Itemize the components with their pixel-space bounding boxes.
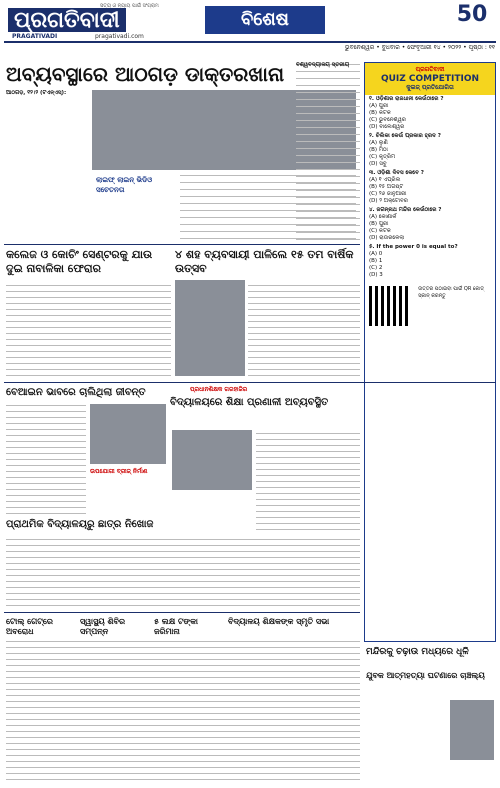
second-left-body (6, 280, 171, 376)
quiz-option: (D) ୨ ଅକ୍ଟୋବର (369, 198, 408, 204)
quiz-option: (C) କଟକ (369, 228, 391, 234)
bottom-headline-3: ୫ ଲକ୍ଷ ଟଙ୍କା ଜରିମାନା (154, 616, 198, 636)
lead-inset: ଲାଇଫ୍ ଲାଇନ୍ ଭିଡିଓ ସଚେତନତା (96, 175, 153, 194)
quiz-option: (B) କଟକ (369, 110, 391, 116)
side-column (296, 62, 360, 240)
quiz-question (365, 95, 495, 132)
bottom-body (6, 640, 360, 780)
quiz-option: (B) ମିଠା (369, 147, 388, 153)
quiz-option: (A) ଲୁଣି (369, 140, 388, 146)
quiz-title (365, 63, 495, 95)
quiz-option: (B) ପୁରୀ (369, 221, 389, 227)
section-title: ବିଶେଷ (205, 6, 325, 34)
third-left-body (6, 404, 86, 514)
quiz-option: (D) ରାଉରକେଲା (369, 235, 405, 241)
fourth-body (6, 536, 360, 606)
lead-column-1 (6, 90, 86, 240)
lead-byline: ଆଠଗଡ଼, ୧୨।୨ (ଟିଏନ୍ଏସ୍): (6, 90, 67, 96)
bottom-right-photo (450, 700, 494, 760)
quiz-question-text: ୫. If the power 0 is equal to? (369, 244, 458, 250)
third-headline-right: ମନ୍ଦିରକୁ ଚଢ଼ାଉ ମଧ୍ୟରେ ଧୂଳି (366, 647, 469, 657)
bottom-headline-2: ସ୍ୱାସ୍ଥ୍ୟ ଶିବିର ସମ୍ପନ୍ନ (80, 616, 126, 636)
row-divider-2 (4, 382, 496, 383)
quiz-question-list (365, 95, 495, 280)
quiz-option: (D) 3 (369, 272, 383, 278)
quiz-title-main: QUIZ COMPETITION (380, 74, 480, 84)
quiz-option: (B) 1 (369, 258, 383, 264)
anniversary-badge: 50 (456, 2, 488, 27)
tagline: ସତ୍ୟ ଓ ନ୍ୟାୟ ପାଇଁ ସଂଗ୍ରାମ (100, 3, 159, 9)
quiz-option: (C) କୃତ୍ରିମ (369, 154, 396, 160)
second-headline-left: କଲେଜ ଓ କୋଚିଂ ସେଣ୍ଟରକୁ ଯାଉ ଦୁଇ ନାବାଳିକା ଫେରାର (6, 248, 153, 275)
quiz-option: (D) ବାଲେଶ୍ୱର (369, 124, 405, 130)
quiz-question (365, 169, 495, 206)
quiz-question (365, 206, 495, 243)
quiz-question-text: ୧. ଓଡ଼ିଶାର ରାଜଧାନୀ କେଉଁଠାରେ ? (369, 96, 444, 102)
quiz-option: (A) ପୁରୀ (369, 103, 389, 109)
third-mid-photo (172, 430, 252, 490)
quiz-panel (364, 62, 496, 642)
bottom-headline-4: ବିଦ୍ୟାଳୟ ଶିକ୍ଷକଙ୍କ ସ୍ମୃତି ସଭା (228, 616, 330, 626)
dateline: ଭୁବନେଶ୍ୱର • ବୁଧବାର • ଫେବୃଆରୀ ୧୪ • ୨୦୨୨ • ପୃଷ୍ଠା : ୧୧ (344, 44, 495, 51)
fourth-headline: ପ୍ରାଥମିକ ବିଦ୍ୟାଳୟରୁ ଛାତ୍ର ନିଖୋଜ (6, 519, 154, 530)
quiz-option: (A) ୧ ଏପ୍ରିଲ (369, 177, 401, 183)
newspaper-logo: ପ୍ରଗତିବାଦୀ (8, 8, 126, 32)
quiz-title-small: ପ୍ରଗତିବାଦୀ (415, 66, 445, 73)
quiz-question-text: ୪. ଜଗନ୍ନାଥ ମନ୍ଦିର କେଉଁଠାରେ ? (369, 207, 442, 213)
logo-subtitle: PRAGATIVADI (12, 33, 58, 40)
quiz-option: (C) 2 (369, 265, 383, 271)
quiz-option: (C) ୨୬ ଜାନୁଆରୀ (369, 191, 407, 197)
quiz-subtitle: କୁଇଜ୍ ପ୍ରତିଯୋଗିତା (406, 84, 454, 91)
quiz-question (365, 243, 495, 280)
third-left-photo (90, 404, 166, 464)
quiz-question-text: ୩. ଓଡ଼ିଶା ଦିବସ କେବେ ? (369, 170, 424, 176)
third-inset: ଉପଯୋଗୀ ବ୍ରୀଜ୍ ନିର୍ମାଣ (90, 468, 148, 475)
row-divider-1 (4, 244, 360, 245)
qr-code-icon (369, 286, 409, 326)
bottom-headline-1: ଟୋଲ୍ ଗେଟ୍‌ରେ ଅବରୋଧ (6, 616, 53, 636)
quiz-footer: ଉତ୍ତର ପଠାଇବା ପାଇଁ QR କୋଡ୍ ସ୍କାନ୍ କରନ୍ତୁ (418, 286, 484, 299)
side-column-head: ବିଶ୍ୱବିଦ୍ୟାଳୟ ସ୍ତରୀୟ (296, 62, 350, 68)
third-mid-body (256, 430, 360, 530)
third-headline-left: ବେଆଇନ ଭାବରେ ଚାଲିଥିଲା ଜୀବନ୍ତ (6, 387, 146, 398)
lead-headline: ଅବ୍ୟବସ୍ଥାରେ ଆଠଗଡ଼ ଡାକ୍ତରଖାନା (6, 62, 285, 86)
second-right-body (248, 280, 360, 376)
third-headline-mid: ବିଦ୍ୟାଳୟରେ ଶିକ୍ଷା ପ୍ରଣାଳୀ ଅବ୍ୟବସ୍ଥିତ (170, 397, 329, 408)
quiz-option: (B) ୧୫ ଅଗଷ୍ଟ (369, 184, 404, 190)
second-photo (175, 280, 245, 376)
quiz-option: (C) ଭୁବନେଶ୍ୱର (369, 117, 406, 123)
website-url: pragativadi.com (95, 33, 144, 40)
third-kicker: ପ୍ରଧାନଶିକ୍ଷକ ଗରହାଜିର (190, 386, 248, 393)
quiz-question-text: ୨. ଚିଲିକା କେଉଁ ପ୍ରକାର ହ୍ରଦ ? (369, 133, 441, 139)
bottom-headline-5: ଯୁବକ ଆତ୍ମହତ୍ୟା ଘଟଣାରେ ଚାଞ୍ଚଲ୍ୟ (366, 670, 485, 680)
row-divider-3 (4, 612, 360, 613)
masthead-rule (4, 41, 496, 43)
masthead (0, 0, 500, 40)
quiz-option: (D) ସବୁ (369, 161, 387, 167)
quiz-question (365, 132, 495, 169)
quiz-option: (A) କୋଣାର୍କ (369, 214, 397, 220)
quiz-option: (A) 0 (369, 251, 383, 257)
second-headline-right: ୪ ଶହ ବ୍ୟବସାୟୀ ପାଳିଲେ ୧୫ ତମ ବାର୍ଷିକ ଉତ୍ସବ (175, 248, 354, 275)
